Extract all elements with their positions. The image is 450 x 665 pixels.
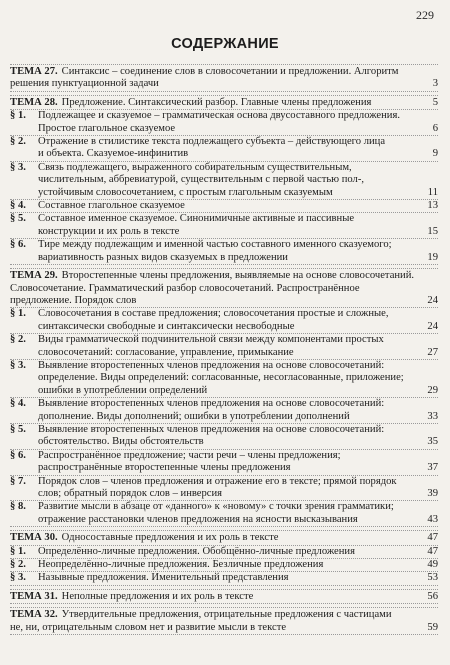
- theme-label: ТЕМА 31.: [10, 590, 58, 602]
- entry-line: [38, 572, 438, 584]
- toc-theme-entry: [10, 95, 438, 110]
- page-ref: 59: [427, 621, 438, 633]
- entry-row: [10, 559, 438, 571]
- section-label: § 6.: [10, 239, 26, 251]
- entry-line-text: ошибки в употреблении определений: [38, 384, 208, 396]
- entry-row: [10, 424, 438, 449]
- section-label: § 5.: [10, 213, 26, 225]
- entry-line: [10, 78, 438, 90]
- entry-text: [38, 398, 438, 423]
- entry-line: числительным, аббревиатурой, существительным с первой частью пол-,: [38, 174, 365, 186]
- entry-line-text: предложение. Порядок слов: [10, 294, 137, 306]
- page-title: СОДЕРЖАНИЕ: [171, 36, 279, 52]
- entry-line: Распространённое предложение; части речи – члены предложения;: [38, 449, 341, 461]
- section-label: § 6.: [10, 449, 26, 461]
- entry-line: [38, 385, 438, 397]
- entry-line: [38, 559, 438, 571]
- entry-row: [10, 572, 438, 584]
- entry-row: [10, 591, 438, 603]
- entry-text: [10, 66, 438, 91]
- entry-line-text: вариативность разных видов сказуемых в предложении: [38, 251, 288, 263]
- entry-row: [10, 66, 438, 91]
- entry-row: [10, 546, 438, 558]
- page-ref: 47: [427, 545, 438, 557]
- entry-text: [38, 450, 438, 475]
- entry-line: Утвердительные предложения, отрицательные предложения с частицами: [61, 609, 392, 621]
- entry-row: [10, 532, 438, 544]
- toc-section-entry: [10, 450, 438, 476]
- entry-line: Выявление второстепенных членов предложения на основе словосочетаний:: [38, 359, 385, 371]
- entry-line-text: Неполные предложения и их роль в тексте: [61, 590, 254, 602]
- page-ref: 37: [427, 462, 438, 474]
- toc-theme-entry: [10, 268, 438, 308]
- section-label: § 1.: [10, 308, 26, 320]
- entry-line-text: распространённые второстепенные члены предложения: [38, 462, 291, 474]
- entry-text: [38, 476, 438, 501]
- entry-row: [10, 450, 438, 475]
- toc-section-entry: [10, 501, 438, 527]
- page-ref: 27: [427, 346, 438, 358]
- entry-text: [38, 162, 438, 199]
- page-number: 229: [416, 8, 434, 22]
- entry-line: [38, 546, 438, 558]
- page-ref: 39: [427, 488, 438, 499]
- section-label: § 4.: [10, 398, 26, 410]
- entry-row: [10, 308, 438, 333]
- entry-line-text: не, ни, отрицательным словом нет и развитие мысли в тексте: [10, 621, 287, 633]
- entry-line: Порядок слов – членов предложения и отражение его в тексте; прямой порядок: [38, 475, 397, 487]
- section-label: § 3.: [10, 359, 26, 371]
- entry-line-text: Предложение. Синтаксический разбор. Главные члены предложения: [61, 96, 372, 108]
- entry-line-text: обстоятельство. Виды обстоятельств: [38, 436, 204, 448]
- entry-line: [38, 148, 438, 160]
- entry-text: [38, 110, 438, 135]
- entry-line-text: словосочетаний: согласование, управление, примыкание: [38, 346, 294, 358]
- entry-line-text: Неопределённо-личные предложения. Безличные предложения: [38, 559, 324, 571]
- entry-line-text: Простое глагольное сказуемое: [38, 122, 176, 134]
- page-ref: 3: [432, 78, 438, 90]
- entry-line: [61, 96, 438, 108]
- entry-line: [61, 590, 438, 602]
- toc-section-entry: [10, 360, 438, 398]
- section-label: § 2.: [10, 136, 26, 148]
- entry-text: [61, 590, 438, 602]
- page-ref: 5: [432, 96, 438, 108]
- entry-text: [38, 213, 438, 238]
- entry-line-text: Определённо-личные предложения. Обобщённо-личные предложения: [38, 545, 355, 557]
- entry-line-text: дополнение. Виды дополнений; ошибки в употреблении дополнений: [38, 410, 350, 422]
- section-label: § 4.: [10, 200, 26, 212]
- entry-row: [10, 360, 438, 397]
- page-ref: 24: [427, 320, 438, 332]
- entry-text: [38, 200, 438, 212]
- entry-line-text: решения пунктуационной задачи: [10, 78, 159, 90]
- entry-row: [10, 200, 438, 212]
- section-label: § 3.: [10, 161, 26, 173]
- section-label: § 7.: [10, 475, 26, 487]
- entry-line-text: отражение расстановки членов предложения на ясности высказывания: [38, 513, 358, 525]
- page-ref: 53: [427, 572, 438, 584]
- entry-line: [38, 514, 438, 526]
- entry-line: [38, 462, 438, 474]
- entry-text: [38, 136, 438, 161]
- entry-line: [38, 252, 438, 264]
- page-ref: 33: [427, 410, 438, 422]
- page-ref: 9: [432, 148, 438, 160]
- entry-text: [38, 546, 438, 558]
- toc-section-entry: [10, 424, 438, 450]
- entry-row: [10, 501, 438, 526]
- section-label: § 2.: [10, 559, 26, 571]
- page-ref: 49: [427, 559, 438, 571]
- section-label: § 3.: [10, 572, 26, 584]
- toc-section-entry: [10, 239, 438, 265]
- toc-section-entry: [10, 398, 438, 424]
- toc-section-entry: [10, 546, 438, 559]
- section-label: § 2.: [10, 334, 26, 346]
- entry-line: Словосочетания в составе предложения; словосочетания простые и сложные,: [38, 308, 389, 320]
- toc-section-entry: [10, 213, 438, 239]
- entry-line: Синтаксис – соединение слов в словосочетании и предложении. Алгоритм: [61, 66, 399, 77]
- page-ref: 6: [432, 122, 438, 134]
- entry-text: [38, 501, 438, 526]
- toc-theme-entry: [10, 64, 438, 92]
- toc-section-entry: [10, 136, 438, 162]
- entry-row: [10, 334, 438, 359]
- entry-line-text: конструкции и их роль в тексте: [38, 225, 180, 237]
- toc-section-entry: [10, 162, 438, 200]
- entry-line-text: Назывные предложения. Именительный представления: [38, 572, 289, 584]
- entry-line: Выявление второстепенных членов предложения на основе словосочетаний:: [38, 398, 385, 410]
- entry-text: [38, 334, 438, 359]
- page-ref: 24: [427, 294, 438, 306]
- entry-line: [38, 347, 438, 359]
- entry-line: Словосочетание. Грамматический разбор словосочетаний. Распространённое: [10, 282, 360, 294]
- entry-text: [10, 270, 438, 307]
- entry-line: [38, 187, 438, 199]
- toc-theme-entry: [10, 589, 438, 604]
- entry-row: [10, 162, 438, 199]
- page-ref: 43: [427, 513, 438, 525]
- entry-text: [38, 559, 438, 571]
- entry-row: [10, 213, 438, 238]
- entry-line: определение. Виды определений: согласованные, несогласованные, приложение;: [38, 372, 404, 384]
- page-ref: 47: [427, 532, 438, 544]
- entry-line: [38, 226, 438, 238]
- page-ref: 11: [427, 186, 438, 198]
- entry-line: [38, 123, 438, 135]
- entry-line: Составное именное сказуемое. Синонимичные активные и пассивные: [38, 213, 355, 225]
- entry-row: [10, 136, 438, 161]
- section-label: § 1.: [10, 545, 26, 557]
- entry-line: [38, 488, 438, 500]
- entry-line: [10, 622, 438, 634]
- page-ref: 35: [427, 436, 438, 448]
- entry-text: [61, 96, 438, 108]
- entry-line-text: слов; обратный порядок слов – инверсия: [38, 488, 223, 499]
- entry-row: [10, 239, 438, 264]
- entry-line: Подлежащее и сказуемое – грамматическая основа двусоставного предложения.: [38, 110, 400, 122]
- section-label: § 8.: [10, 501, 26, 513]
- theme-label: ТЕМА 28.: [10, 96, 58, 108]
- toc-section-entry: [10, 110, 438, 136]
- entry-line: [38, 321, 438, 333]
- entry-line: Второстепенные члены предложения, выявляемые на основе словосочетаний.: [61, 270, 415, 282]
- toc-section-entry: [10, 476, 438, 502]
- entry-text: [61, 532, 438, 544]
- entry-line-text: и объекта. Сказуемое-инфинитив: [38, 148, 189, 160]
- entry-line-text: синтаксически свободные и синтаксически несвободные: [38, 320, 295, 332]
- entry-text: [38, 308, 438, 333]
- theme-label: ТЕМА 32.: [10, 609, 58, 621]
- entry-line-text: Составное глагольное сказуемое: [38, 200, 185, 212]
- theme-label: ТЕМА 30.: [10, 532, 58, 544]
- entry-text: [38, 572, 438, 584]
- page-ref: 13: [427, 200, 438, 212]
- section-label: § 5.: [10, 423, 26, 435]
- entry-line: [10, 295, 438, 307]
- toc-section-entry: [10, 200, 438, 213]
- page-ref: 15: [427, 225, 438, 237]
- entry-row: [10, 110, 438, 135]
- toc-section-entry: [10, 308, 438, 334]
- entry-line: [38, 436, 438, 448]
- section-label: § 1.: [10, 110, 26, 122]
- page-ref: 56: [427, 590, 438, 602]
- entry-line: Виды грамматической подчинительной связи между компонентами простых: [38, 334, 384, 346]
- entry-line-text: Односоставные предложения и их роль в тексте: [61, 532, 279, 544]
- entry-text: [38, 360, 438, 397]
- toc-section-entry: [10, 572, 438, 585]
- theme-label: ТЕМА 27.: [10, 66, 58, 77]
- entry-line: Выявление второстепенных членов предложения на основе словосочетаний:: [38, 423, 385, 435]
- theme-label: ТЕМА 29.: [10, 270, 58, 282]
- toc-theme-entry: [10, 607, 438, 635]
- entry-row: [10, 270, 438, 307]
- entry-line: Развитие мысли в абзаце от «данного» к «новому» с точки зрения грамматики;: [38, 501, 394, 513]
- entry-row: [10, 476, 438, 501]
- entry-row: [10, 97, 438, 109]
- entry-line: Тире между подлежащим и именной частью составного именного сказуемого;: [38, 239, 392, 251]
- entry-text: [38, 424, 438, 449]
- toc-section-entry: [10, 559, 438, 572]
- entry-text: [38, 239, 438, 264]
- entry-line: [61, 532, 438, 544]
- entry-line: Связь подлежащего, выраженного собирательным существительным,: [38, 161, 352, 173]
- entry-line: [38, 411, 438, 423]
- page-ref: 29: [427, 384, 438, 396]
- toc-section-entry: [10, 334, 438, 360]
- table-of-contents: [10, 64, 438, 635]
- page-ref: 19: [427, 251, 438, 263]
- entry-line: Отражение в стилистике текста подлежащего субъекта – действующего лица: [38, 136, 386, 148]
- entry-line: [38, 200, 438, 212]
- entry-line-text: устойчивым словосочетанием, с простым глагольным сказуемым: [38, 186, 333, 198]
- entry-text: [10, 609, 438, 634]
- toc-theme-entry: [10, 530, 438, 545]
- entry-row: [10, 398, 438, 423]
- entry-row: [10, 609, 438, 634]
